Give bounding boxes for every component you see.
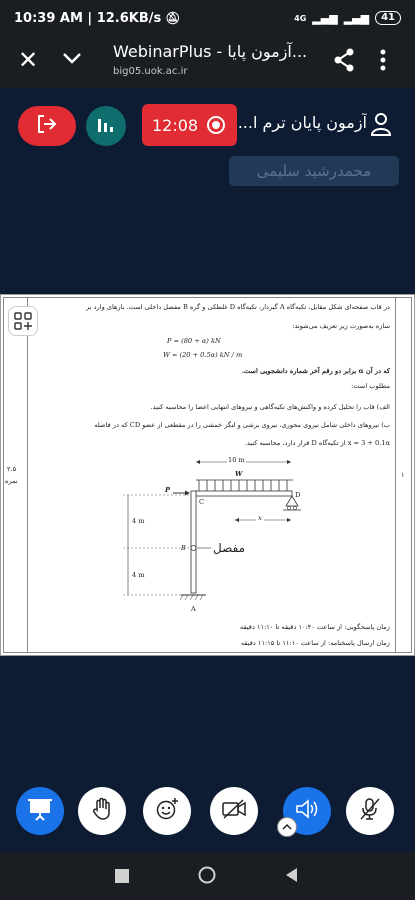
- score-label: نمره: [5, 477, 18, 485]
- shared-document: [0, 294, 415, 656]
- time-submit: زمان ارسال پاسخنامه: از ساعت ۱۱:۱۰ تا ۱۱:۱۵ دقیقه: [240, 639, 390, 647]
- doc-line-1: در قاب صفحه‌ای شکل مقابل، تکیه‌گاه A گیردار، تکیه‌گاه D غلطکی و گره B مفصل داخلی است. بارهای وارد بر: [86, 303, 390, 311]
- recording-timer[interactable]: [142, 104, 237, 146]
- timer-text: 12:08: [152, 115, 199, 135]
- part-b-2: x = 3 + 0.1α از تکیه‌گاه D قرار دارد، محاسبه کنید.: [244, 439, 390, 447]
- more-menu-icon[interactable]: [380, 48, 386, 76]
- signal-icon: ▂▄▆: [312, 11, 338, 25]
- status-bar: [0, 0, 415, 36]
- label-a: A: [191, 605, 196, 613]
- mute-notification-icon: 🔕︎: [165, 11, 181, 25]
- label-p: P: [165, 486, 170, 494]
- user-icon[interactable]: [370, 112, 392, 140]
- exit-icon: [36, 114, 58, 138]
- part-b-1: ب) نیروهای داخلی شامل نیروی محوری، نیروی برشی و لنگر خمشی را در مقطعی از عضو CD که در فاصله: [94, 421, 390, 429]
- stats-button[interactable]: [86, 106, 126, 146]
- meeting-name: آزمون پایان ترم ا...: [237, 113, 367, 132]
- doc-line-2: سازه به‌صورت زیر تعریف می‌شوند:: [292, 322, 390, 330]
- browser-bar: [0, 36, 415, 88]
- mic-button[interactable]: [346, 787, 394, 835]
- chevron-down-icon[interactable]: [62, 50, 82, 69]
- doc-line-3: که در آن α برابر دو رقم آخر شماره دانشجویی است.: [241, 367, 390, 375]
- presentation-button[interactable]: [16, 787, 64, 835]
- presentation-icon: [27, 797, 53, 825]
- label-w: W: [235, 470, 243, 478]
- close-icon[interactable]: ✕: [18, 46, 39, 74]
- presenter-badge: محمدرشید سلیمی: [229, 156, 399, 186]
- emoji-button[interactable]: [143, 787, 191, 835]
- doc-line-4: مطلوب است:: [351, 382, 390, 390]
- status-time: 10:39 AM | 12.6KB/s: [14, 10, 162, 26]
- audio-options-chevron-up-icon[interactable]: [277, 817, 297, 837]
- label-x: x: [258, 514, 262, 522]
- camera-off-icon: [221, 798, 247, 824]
- home-icon[interactable]: [198, 866, 216, 888]
- question-number: ۱: [401, 471, 405, 479]
- label-dim-top: 10 m: [228, 456, 245, 464]
- camera-button[interactable]: [210, 787, 258, 835]
- formula-w: W = (20 + 0.5α) kN / m: [163, 351, 243, 359]
- record-icon: [207, 116, 225, 134]
- apps-add-icon[interactable]: [8, 306, 38, 336]
- share-icon[interactable]: [333, 48, 355, 76]
- leave-button[interactable]: [18, 106, 76, 146]
- label-d: D: [295, 491, 301, 499]
- frame-diagram: [1, 295, 414, 655]
- battery-icon: 41: [375, 11, 401, 25]
- mic-off-icon: [359, 797, 381, 825]
- back-icon[interactable]: [284, 867, 298, 887]
- signal-icon-2: ▂▄▆: [343, 11, 370, 25]
- network-type: 4G: [294, 13, 307, 23]
- label-4m-2: 4 m: [132, 571, 145, 579]
- page-title: WebinarPlus - آزمون پایا...: [113, 42, 308, 61]
- label-b: B: [181, 544, 186, 552]
- raise-hand-button[interactable]: [78, 787, 126, 835]
- page-url: big05.uok.ac.ir: [113, 66, 188, 77]
- system-nav-bar: [0, 852, 415, 900]
- label-c: C: [199, 498, 205, 506]
- recents-icon[interactable]: [115, 868, 129, 887]
- part-a: الف) قاب را تحلیل کرده و واکنش‌های تکیه‌گاهی و نیروهای انتهایی اعضا را محاسبه کنید.: [150, 403, 390, 411]
- formula-p: P = (80 + α) kN: [167, 337, 221, 345]
- hinge-label: مفصل: [213, 541, 245, 555]
- speaker-icon: [294, 797, 320, 825]
- emoji-add-icon: [155, 797, 179, 825]
- hand-icon: [91, 797, 113, 825]
- bar-chart-icon: [96, 115, 116, 137]
- time-answer: زمان پاسخگویی: از ساعت ۱۰:۴۰ دقیقه تا ۱۱:۱۰ دقیقه: [239, 623, 390, 631]
- score-value: ۲.۵: [7, 465, 17, 473]
- label-4m-1: 4 m: [132, 517, 145, 525]
